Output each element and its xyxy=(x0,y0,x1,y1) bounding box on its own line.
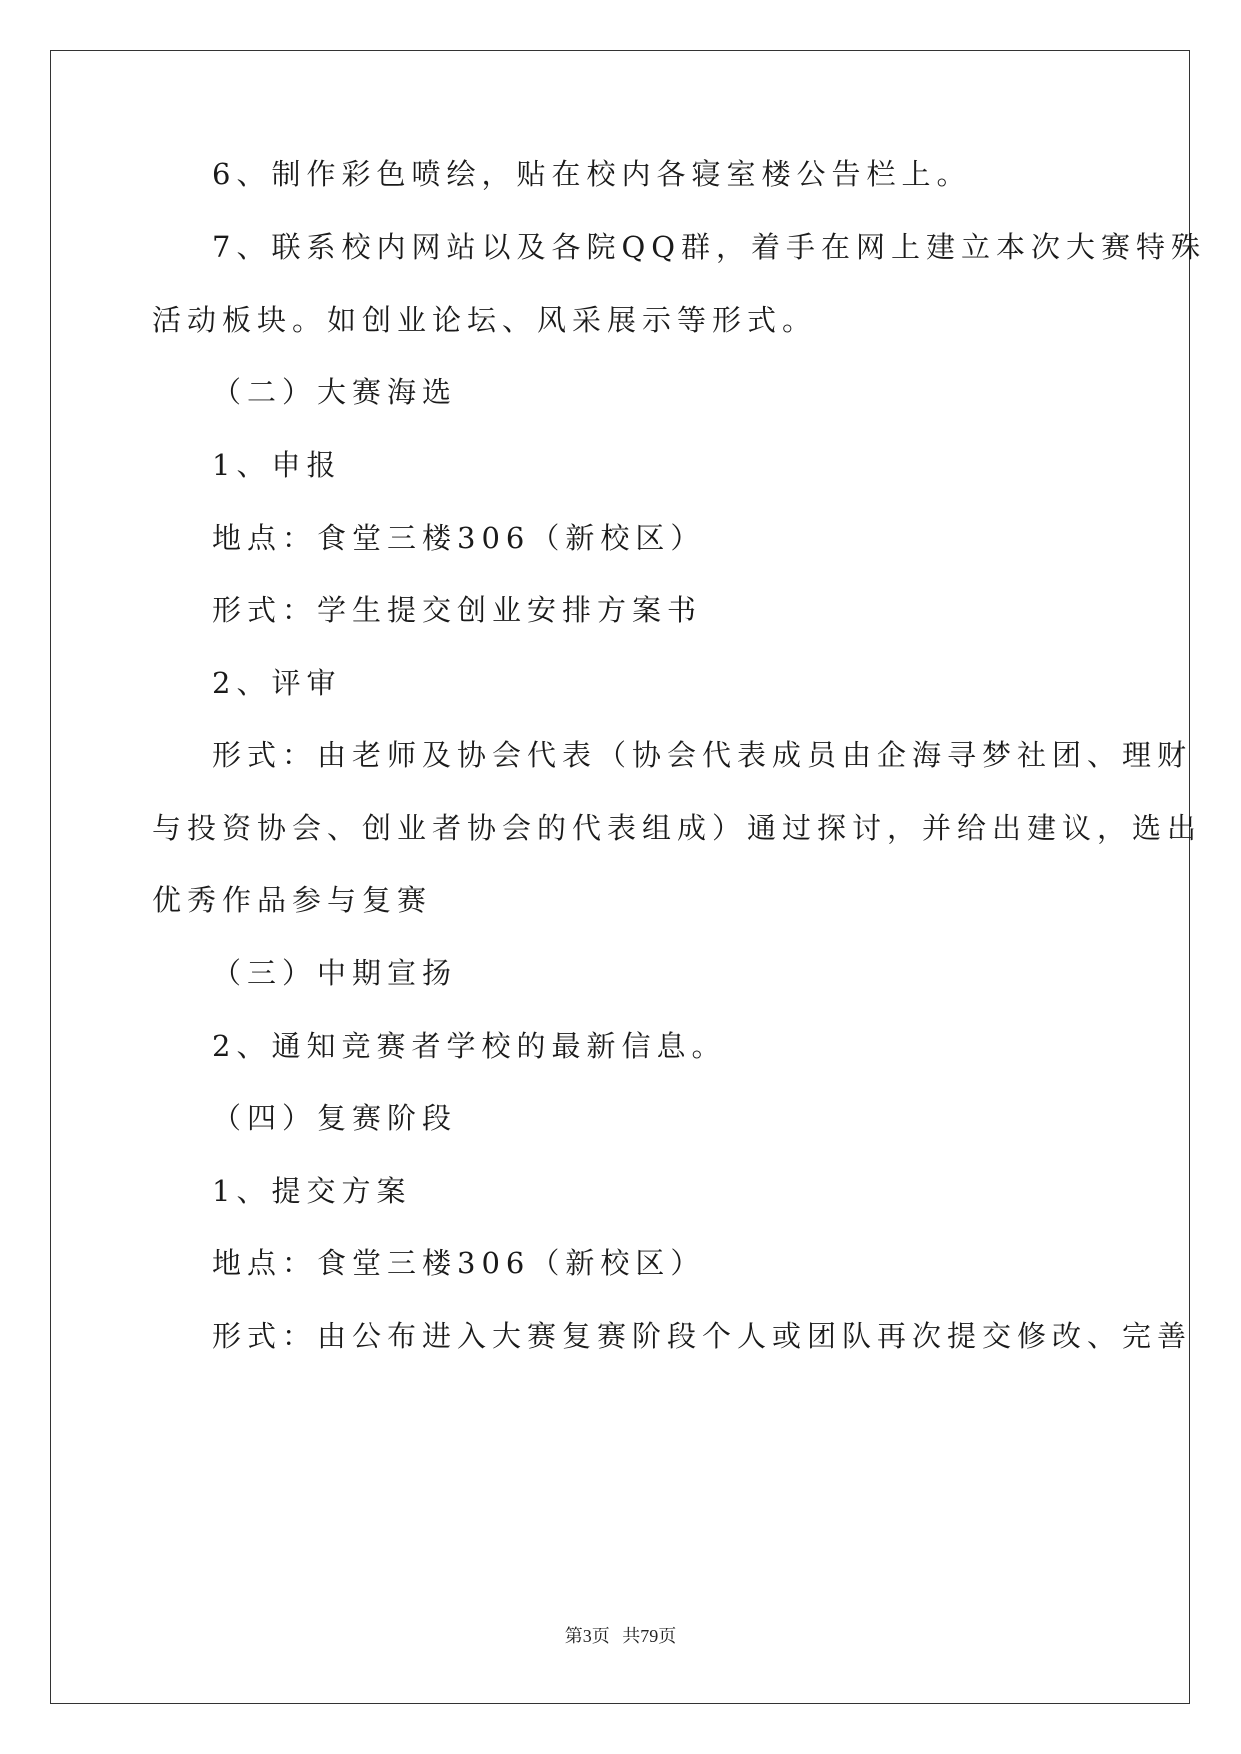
subheading-review: 2、评审 xyxy=(212,666,342,700)
location-line: 地点：食堂三楼306（新校区） xyxy=(212,521,706,555)
page-footer xyxy=(0,1622,1241,1648)
page-number: 第3页 xyxy=(564,1626,610,1646)
final-form-line: 形式：由公布进入大赛复赛阶段个人或团队再次提交修改、完善 xyxy=(212,1319,1193,1353)
section-heading-4: （四）复赛阶段 xyxy=(212,1101,458,1135)
notice-line: 2、通知竞赛者学校的最新信息。 xyxy=(212,1029,727,1063)
subheading-submit: 1、提交方案 xyxy=(212,1174,412,1208)
paragraph-item-7: 7、联系校内网站以及各院QQ群，着手在网上建立本次大赛特殊 xyxy=(212,230,1207,264)
subheading-apply: 1、申报 xyxy=(212,448,342,482)
page-border xyxy=(50,50,1207,1704)
paragraph-item-6: 6、制作彩色喷绘，贴在校内各寝室楼公告栏上。 xyxy=(212,157,972,191)
paragraph-item-7-cont: 活动板块。如创业论坛、风采展示等形式。 xyxy=(152,303,818,337)
page-total: 共79页 xyxy=(622,1626,677,1646)
form-line: 形式：学生提交创业安排方案书 xyxy=(212,593,703,627)
section-heading-3: （三）中期宣扬 xyxy=(212,956,458,990)
review-form-line: 形式：由老师及协会代表（协会代表成员由企海寻梦社团、理财 xyxy=(212,738,1193,772)
review-form-cont-2: 优秀作品参与复赛 xyxy=(152,883,433,917)
section-heading-2: （二）大赛海选 xyxy=(212,375,458,409)
review-form-cont-1: 与投资协会、创业者协会的代表组成）通过探讨，并给出建议，选出 xyxy=(152,811,1203,845)
location-line-2: 地点：食堂三楼306（新校区） xyxy=(212,1246,706,1280)
